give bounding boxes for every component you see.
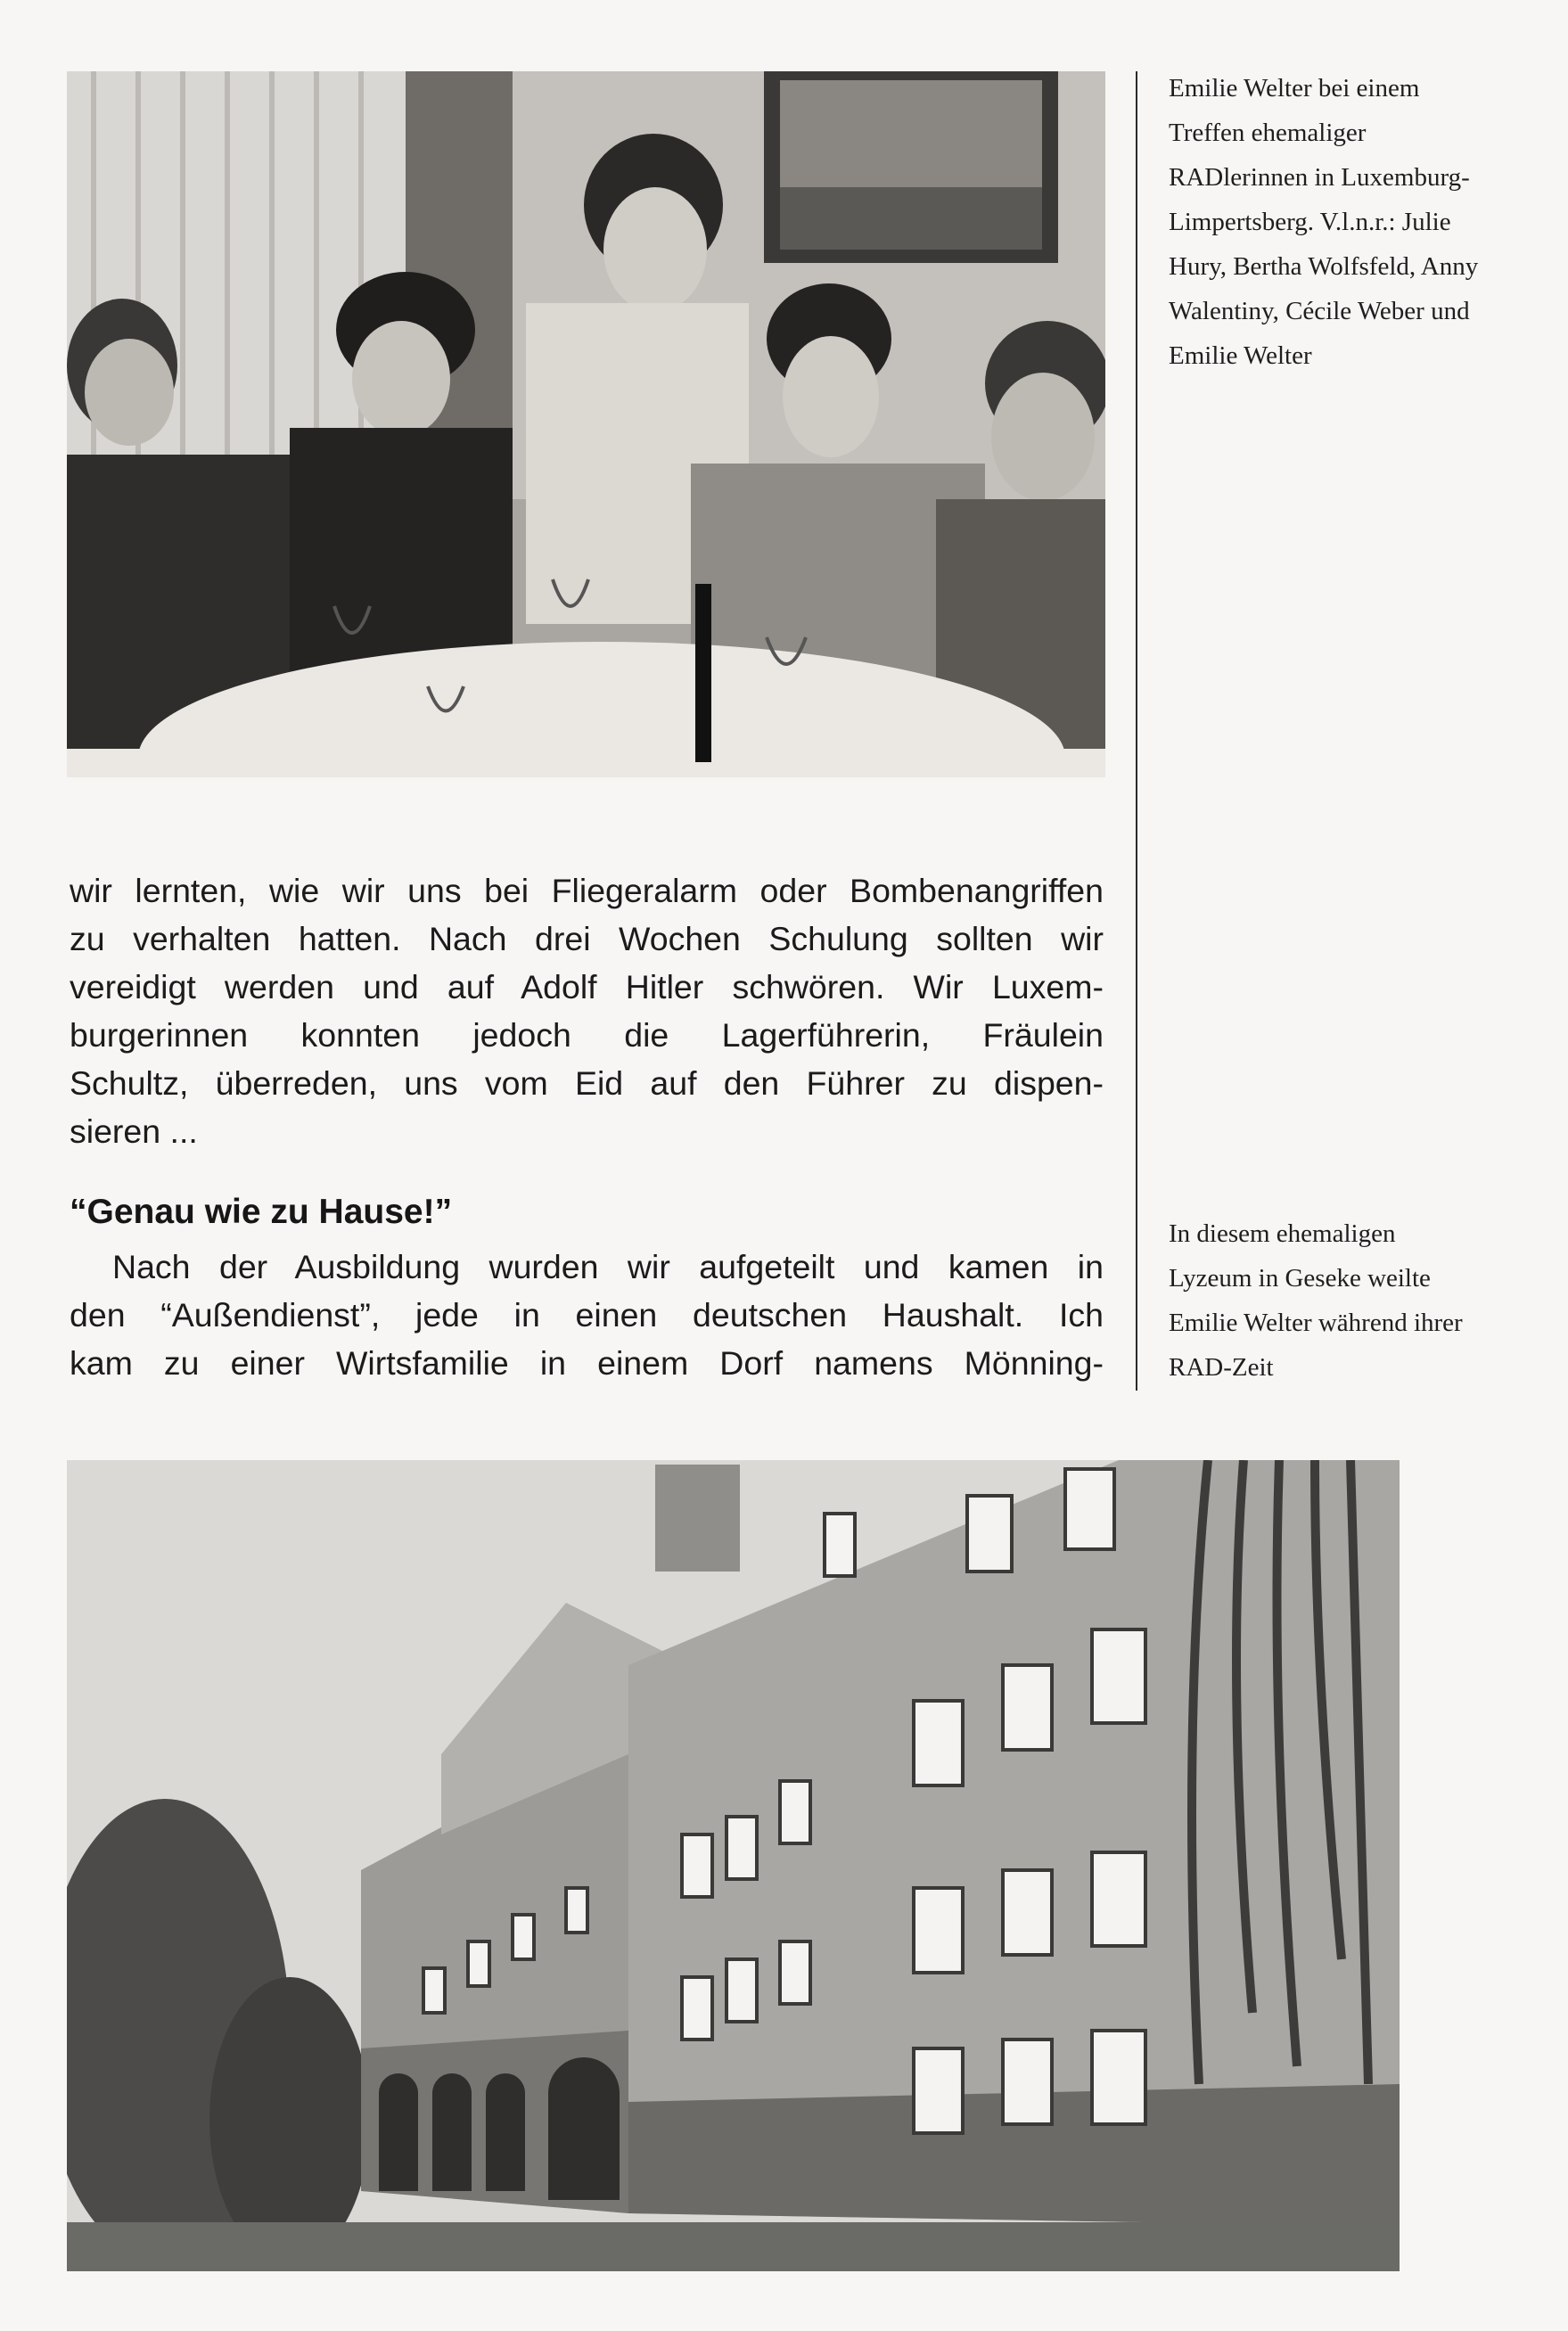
caption-line: Lyzeum in Geseke weilte bbox=[1169, 1264, 1431, 1293]
text-line: sieren ... bbox=[70, 1112, 198, 1150]
caption-line: Hury, Bertha Wolfsfeld, Anny bbox=[1169, 252, 1479, 281]
caption-line: In diesem ehemaligen bbox=[1169, 1219, 1396, 1248]
caption-line: Emilie Welter bbox=[1169, 341, 1312, 370]
building-photo-illustration bbox=[67, 1460, 1400, 2271]
body-paragraph-1 bbox=[70, 866, 1104, 1155]
text-line: kam zu einer Wirtsfamilie in einem Dorf namens Mönning- bbox=[70, 1344, 1104, 1382]
caption-line: Limpertsberg. V.l.n.r.: Julie bbox=[1169, 208, 1451, 236]
section-heading: “Genau wie zu Hause!” bbox=[70, 1193, 453, 1231]
caption-building-photo bbox=[1169, 1211, 1507, 1390]
caption-group-photo bbox=[1169, 66, 1507, 378]
caption-line: Emilie Welter während ihrer bbox=[1169, 1309, 1463, 1337]
text-line: burgerinnen konnten jedoch die Lagerführerin, Fräulein bbox=[70, 1016, 1104, 1054]
text-line: Nach der Ausbildung wurden wir aufgeteilt und kamen in bbox=[112, 1248, 1104, 1285]
text-line: wir lernten, wie wir uns bei Fliegeralarm oder Bombenangriffen bbox=[70, 872, 1104, 909]
caption-line: Walentiny, Cécile Weber und bbox=[1169, 297, 1470, 325]
text-line: zu verhalten hatten. Nach drei Wochen Schulung sollten wir bbox=[70, 920, 1104, 957]
caption-line: RAD-Zeit bbox=[1169, 1353, 1274, 1382]
group-photo-illustration bbox=[67, 71, 1105, 777]
caption-line: Treffen ehemaliger bbox=[1169, 119, 1367, 147]
column-divider bbox=[1136, 71, 1137, 1391]
body-paragraph-2 bbox=[70, 1243, 1104, 1387]
building-photo bbox=[67, 1460, 1400, 2271]
caption-line: RADlerinnen in Luxemburg- bbox=[1169, 163, 1470, 192]
text-line: vereidigt werden und auf Adolf Hitler schwören. Wir Luxem- bbox=[70, 968, 1104, 1005]
group-photo bbox=[67, 71, 1105, 777]
caption-line: Emilie Welter bei einem bbox=[1169, 74, 1420, 103]
text-line: den “Außendienst”, jede in einen deutschen Haushalt. Ich bbox=[70, 1296, 1104, 1334]
text-line: Schultz, überreden, uns vom Eid auf den Führer zu dispen- bbox=[70, 1064, 1104, 1102]
